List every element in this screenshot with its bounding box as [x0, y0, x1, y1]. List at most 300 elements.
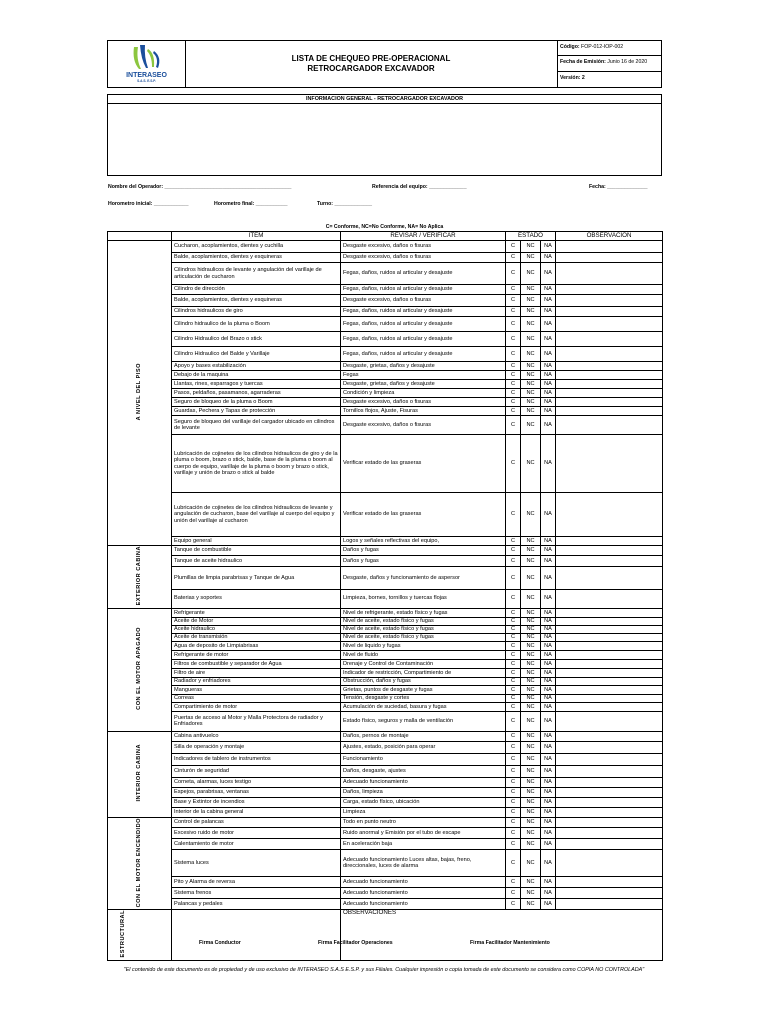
check-cell: Fegas [341, 371, 506, 380]
observation-cell[interactable] [556, 608, 663, 617]
check-cell: Verificar estado de las graseras [341, 435, 506, 493]
check-cell: Daños, limpieza [341, 787, 506, 797]
state-nc-cell[interactable]: NC [521, 263, 541, 285]
state-na-cell[interactable]: NA [541, 753, 556, 765]
state-na-cell[interactable]: NA [541, 253, 556, 263]
state-na-cell[interactable]: NA [541, 711, 556, 731]
check-cell: Desgaste excesivo, daños o fisuras [341, 241, 506, 253]
state-na-cell[interactable]: NA [541, 633, 556, 641]
check-cell: Todo en punto neutro [341, 817, 506, 827]
equipment-field[interactable]: Referencia del equipo: _____________ [372, 184, 467, 190]
check-cell: Fegas, daños, ruidos al articular y desajuste [341, 263, 506, 285]
check-cell: Limpieza [341, 807, 506, 817]
state-na-cell[interactable]: NA [541, 650, 556, 659]
state-nc-cell[interactable]: NC [521, 876, 541, 887]
item-cell: Sistema luces [172, 849, 341, 876]
check-cell: Acumulación de suciedad, basura y fugas [341, 702, 506, 711]
state-c-cell[interactable]: C [506, 362, 521, 371]
state-na-cell[interactable]: NA [541, 777, 556, 787]
check-cell: Indicador de restricción, Compartimiento de [341, 668, 506, 677]
state-c-cell[interactable]: C [506, 807, 521, 817]
item-cell: Lubricación de cojinetes de los cilindros hidraulicos de giro y de la pluma o boom, brazo o stick, balde, base de la pluma o boom al cuerpo de equipo, varillaje de la pluma o boom y brazo o stick, varillaje y unión de brazo o stick al balde [172, 435, 341, 493]
state-nc-cell[interactable]: NC [521, 317, 541, 332]
state-na-cell[interactable]: NA [541, 407, 556, 416]
code-row: Código: FOP-012-IOP-002 [558, 41, 662, 56]
state-c-cell[interactable]: C [506, 887, 521, 898]
observation-cell[interactable] [556, 827, 663, 838]
state-na-cell[interactable]: NA [541, 416, 556, 435]
state-na-cell[interactable]: NA [541, 641, 556, 650]
observation-cell[interactable] [556, 617, 663, 625]
check-cell: Condición y limpieza [341, 389, 506, 398]
state-na-cell[interactable]: NA [541, 685, 556, 694]
observation-cell[interactable] [556, 398, 663, 407]
state-c-cell[interactable]: C [506, 307, 521, 317]
state-na-cell[interactable]: NA [541, 741, 556, 753]
state-c-cell[interactable]: C [506, 849, 521, 876]
table-row [108, 407, 663, 416]
check-cell: Daños, desgaste, ajustes [341, 765, 506, 777]
table-row [108, 493, 663, 537]
header-item: ITEM [172, 232, 341, 241]
state-na-cell[interactable]: NA [541, 285, 556, 295]
state-c-cell[interactable]: C [506, 398, 521, 407]
state-nc-cell[interactable]: NC [521, 668, 541, 677]
interaseo-logo-icon [108, 41, 185, 87]
state-nc-cell[interactable]: NC [521, 817, 541, 827]
state-na-cell[interactable]: NA [541, 317, 556, 332]
table-row [108, 253, 663, 263]
state-nc-cell[interactable]: NC [521, 416, 541, 435]
observations-area[interactable]: OBSERVACIONES [341, 910, 663, 961]
state-na-cell[interactable]: NA [541, 625, 556, 633]
state-c-cell[interactable]: C [506, 741, 521, 753]
state-na-cell[interactable]: NA [541, 876, 556, 887]
item-cell: Llantas, rines, esparragos y tuercas [172, 380, 341, 389]
date-field[interactable]: Fecha: ______________ [589, 184, 648, 190]
item-cell: Cucharon, acoplamientos, dientes y cuchilla [172, 241, 341, 253]
state-nc-cell[interactable]: NC [521, 753, 541, 765]
observation-cell[interactable] [556, 371, 663, 380]
state-nc-cell[interactable]: NC [521, 617, 541, 625]
check-cell: Daños, pernos de montaje [341, 731, 506, 741]
state-nc-cell[interactable]: NC [521, 307, 541, 317]
state-nc-cell[interactable]: NC [521, 765, 541, 777]
item-cell: Balde, acoplamientos, dientes y esquineras [172, 295, 341, 307]
observation-cell[interactable] [556, 307, 663, 317]
section-label [108, 546, 172, 609]
observation-cell[interactable] [556, 263, 663, 285]
state-na-cell[interactable]: NA [541, 371, 556, 380]
operator-field[interactable]: Nombre del Operador: ____________________________________________ [108, 184, 292, 190]
state-nc-cell[interactable]: NC [521, 253, 541, 263]
observation-cell[interactable] [556, 677, 663, 685]
state-c-cell[interactable]: C [506, 332, 521, 347]
state-nc-cell[interactable]: NC [521, 285, 541, 295]
observation-cell[interactable] [556, 741, 663, 753]
state-c-cell[interactable]: C [506, 633, 521, 641]
state-na-cell[interactable]: NA [541, 817, 556, 827]
observation-cell[interactable] [556, 685, 663, 694]
state-nc-cell[interactable]: NC [521, 641, 541, 650]
state-nc-cell[interactable]: NC [521, 625, 541, 633]
observation-cell[interactable] [556, 241, 663, 253]
state-nc-cell[interactable]: NC [521, 677, 541, 685]
hour-end-field[interactable]: Horometro final: ___________ [214, 201, 288, 207]
item-cell: Filtros de combustible y separador de Agua [172, 659, 341, 668]
check-cell: Desgaste excesivo, daños o fisuras [341, 398, 506, 407]
check-cell: Grietas, puntos de desgaste y fugas [341, 685, 506, 694]
item-cell: Cilindro hidraulico de la pluma o Boom [172, 317, 341, 332]
table-row [108, 731, 663, 741]
state-nc-cell[interactable]: NC [521, 731, 541, 741]
svg-text:INTERASEO: INTERASEO [126, 72, 167, 79]
item-cell: Excesivo ruido de motor [172, 827, 341, 838]
state-c-cell[interactable]: C [506, 537, 521, 546]
state-c-cell[interactable]: C [506, 685, 521, 694]
state-na-cell[interactable]: NA [541, 849, 556, 876]
state-na-cell[interactable]: NA [541, 659, 556, 668]
state-nc-cell[interactable]: NC [521, 241, 541, 253]
item-cell: Equipo general [172, 537, 341, 546]
state-na-cell[interactable]: NA [541, 332, 556, 347]
state-nc-cell[interactable]: NC [521, 685, 541, 694]
observation-cell[interactable] [556, 435, 663, 493]
checklist-table [107, 231, 663, 961]
state-na-cell[interactable]: NA [541, 263, 556, 285]
state-na-cell[interactable]: NA [541, 694, 556, 702]
state-na-cell[interactable]: NA [541, 347, 556, 362]
state-c-cell[interactable]: C [506, 546, 521, 556]
observation-cell[interactable] [556, 731, 663, 741]
observation-cell[interactable] [556, 702, 663, 711]
check-cell: Desgaste, grietas, daños y desajuste [341, 380, 506, 389]
state-c-cell[interactable]: C [506, 731, 521, 741]
state-na-cell[interactable]: NA [541, 380, 556, 389]
item-cell: Aceite hidraulico [172, 625, 341, 633]
state-na-cell[interactable]: NA [541, 537, 556, 546]
state-nc-cell[interactable]: NC [521, 435, 541, 493]
state-na-cell[interactable]: NA [541, 838, 556, 849]
observation-cell[interactable] [556, 389, 663, 398]
table-row [108, 838, 663, 849]
state-na-cell[interactable]: NA [541, 765, 556, 777]
table-row [108, 668, 663, 677]
item-cell: Guardas, Pechera y Tapas de protección [172, 407, 341, 416]
observation-cell[interactable] [556, 317, 663, 332]
observation-cell[interactable] [556, 546, 663, 556]
state-na-cell[interactable]: NA [541, 617, 556, 625]
table-row [108, 295, 663, 307]
item-cell: Indicadores de tablero de instrumentos [172, 753, 341, 765]
check-cell: Fegas, daños, ruidos al articular y desajuste [341, 307, 506, 317]
state-nc-cell[interactable]: NC [521, 711, 541, 731]
observation-cell[interactable] [556, 659, 663, 668]
state-c-cell[interactable]: C [506, 787, 521, 797]
observation-cell[interactable] [556, 777, 663, 787]
state-nc-cell[interactable]: NC [521, 567, 541, 589]
state-na-cell[interactable]: NA [541, 556, 556, 567]
state-na-cell[interactable]: NA [541, 807, 556, 817]
check-cell: Fegas, daños, ruidos al articular y desajuste [341, 347, 506, 362]
state-na-cell[interactable]: NA [541, 295, 556, 307]
hour-start-field[interactable]: Horometro inicial: ____________ [108, 201, 189, 207]
document-title [185, 41, 558, 87]
state-c-cell[interactable]: C [506, 899, 521, 910]
state-nc-cell[interactable]: NC [521, 398, 541, 407]
table-row [108, 899, 663, 910]
section-label-text: CON EL MOTOR ENCENDIDO [136, 817, 143, 908]
observation-cell[interactable] [556, 633, 663, 641]
observation-cell[interactable] [556, 711, 663, 731]
state-na-cell[interactable]: NA [541, 827, 556, 838]
observation-cell[interactable] [556, 650, 663, 659]
state-c-cell[interactable]: C [506, 589, 521, 608]
state-c-cell[interactable]: C [506, 702, 521, 711]
state-c-cell[interactable]: C [506, 817, 521, 827]
state-nc-cell[interactable]: NC [521, 650, 541, 659]
state-nc-cell[interactable]: NC [521, 389, 541, 398]
state-nc-cell[interactable]: NC [521, 493, 541, 537]
state-nc-cell[interactable]: NC [521, 777, 541, 787]
state-na-cell[interactable]: NA [541, 389, 556, 398]
check-cell: Fegas, daños, ruidos al articular y desajuste [341, 332, 506, 347]
state-c-cell[interactable]: C [506, 765, 521, 777]
item-cell: Balde, acoplamientos, dientes y esquineras [172, 253, 341, 263]
table-row [108, 887, 663, 898]
observation-cell[interactable] [556, 765, 663, 777]
state-na-cell[interactable]: NA [541, 731, 556, 741]
state-nc-cell[interactable]: NC [521, 633, 541, 641]
state-c-cell[interactable]: C [506, 285, 521, 295]
state-nc-cell[interactable]: NC [521, 537, 541, 546]
state-na-cell[interactable]: NA [541, 887, 556, 898]
item-cell: Espejos, parabrisas, ventanas [172, 787, 341, 797]
check-cell: Tornillos flojos, Ajuste, Fisuras [341, 407, 506, 416]
state-nc-cell[interactable]: NC [521, 838, 541, 849]
state-c-cell[interactable]: C [506, 241, 521, 253]
observation-cell[interactable] [556, 899, 663, 910]
observation-cell[interactable] [556, 876, 663, 887]
state-nc-cell[interactable]: NC [521, 659, 541, 668]
state-c-cell[interactable]: C [506, 753, 521, 765]
state-nc-cell[interactable]: NC [521, 887, 541, 898]
state-c-cell[interactable]: C [506, 407, 521, 416]
item-cell: Agua de deposito de Limpiabrisas [172, 641, 341, 650]
state-c-cell[interactable]: C [506, 777, 521, 787]
item-cell: Aceite de transmisión [172, 633, 341, 641]
state-c-cell[interactable]: C [506, 876, 521, 887]
state-na-cell[interactable]: NA [541, 787, 556, 797]
observation-cell[interactable] [556, 332, 663, 347]
check-cell: Desgaste excesivo, daños o fisuras [341, 295, 506, 307]
state-na-cell[interactable]: NA [541, 608, 556, 617]
observation-cell[interactable] [556, 380, 663, 389]
observation-cell[interactable] [556, 849, 663, 876]
state-nc-cell[interactable]: NC [521, 807, 541, 817]
observation-cell[interactable] [556, 589, 663, 608]
observation-cell[interactable] [556, 253, 663, 263]
state-c-cell[interactable]: C [506, 347, 521, 362]
state-c-cell[interactable]: C [506, 650, 521, 659]
observation-cell[interactable] [556, 416, 663, 435]
state-na-cell[interactable]: NA [541, 797, 556, 807]
state-na-cell[interactable]: NA [541, 702, 556, 711]
state-na-cell[interactable]: NA [541, 589, 556, 608]
check-cell: Desgaste excesivo, daños o fisuras [341, 416, 506, 435]
item-cell: Cabina antivuelco [172, 731, 341, 741]
state-na-cell[interactable]: NA [541, 398, 556, 407]
check-cell: En aceleración baja [341, 838, 506, 849]
state-na-cell[interactable]: NA [541, 493, 556, 537]
state-nc-cell[interactable]: NC [521, 702, 541, 711]
state-c-cell[interactable]: C [506, 317, 521, 332]
table-row [108, 641, 663, 650]
state-na-cell[interactable]: NA [541, 307, 556, 317]
state-c-cell[interactable]: C [506, 435, 521, 493]
state-c-cell[interactable]: C [506, 556, 521, 567]
item-cell: Compartimiento de motor [172, 702, 341, 711]
table-row [108, 625, 663, 633]
observation-cell[interactable] [556, 753, 663, 765]
observation-cell[interactable] [556, 641, 663, 650]
observation-cell[interactable] [556, 362, 663, 371]
header-observation: OBSERVACION [556, 232, 663, 241]
item-cell: Control de palancas [172, 817, 341, 827]
state-nc-cell[interactable]: NC [521, 380, 541, 389]
check-cell: Nivel de liquido y fugas [341, 641, 506, 650]
state-c-cell[interactable]: C [506, 641, 521, 650]
state-nc-cell[interactable]: NC [521, 546, 541, 556]
state-c-cell[interactable]: C [506, 625, 521, 633]
observation-cell[interactable] [556, 567, 663, 589]
state-nc-cell[interactable]: NC [521, 589, 541, 608]
state-c-cell[interactable]: C [506, 838, 521, 849]
observation-cell[interactable] [556, 807, 663, 817]
item-cell: Correas [172, 694, 341, 702]
state-nc-cell[interactable]: NC [521, 741, 541, 753]
table-row [108, 659, 663, 668]
item-cell: Cilindros hidraulicos de levante y angulación del varillaje de articulación de cucharon [172, 263, 341, 285]
table-row [108, 741, 663, 753]
state-na-cell[interactable]: NA [541, 899, 556, 910]
state-c-cell[interactable]: C [506, 371, 521, 380]
state-nc-cell[interactable]: NC [521, 608, 541, 617]
check-cell: Drenaje y Control de Contaminación [341, 659, 506, 668]
observation-cell[interactable] [556, 797, 663, 807]
footer-note: "El contenido de este documento es de propiedad y de uso exclusivo de INTERASEO S.A.S E.S.P. y sus Filiales. Cualquier impresión o copia tomada de este documento se considera como COPIA NO CONTROLADA" [123, 967, 645, 973]
state-nc-cell[interactable]: NC [521, 827, 541, 838]
section-label-text: INTERIOR CABINA [136, 744, 143, 802]
observation-cell[interactable] [556, 817, 663, 827]
table-row [108, 702, 663, 711]
item-cell: Cilindros hidraulicos de giro [172, 307, 341, 317]
state-c-cell[interactable]: C [506, 677, 521, 685]
observation-cell[interactable] [556, 625, 663, 633]
state-nc-cell[interactable]: NC [521, 362, 541, 371]
state-nc-cell[interactable]: NC [521, 849, 541, 876]
table-row [108, 711, 663, 731]
state-nc-cell[interactable]: NC [521, 797, 541, 807]
state-nc-cell[interactable]: NC [521, 332, 541, 347]
item-cell: Debajo de la maquina [172, 371, 341, 380]
observation-cell[interactable] [556, 285, 663, 295]
check-cell: Obstrucción, daños y fugas [341, 677, 506, 685]
table-row [108, 827, 663, 838]
observation-cell[interactable] [556, 787, 663, 797]
table-row [108, 589, 663, 608]
item-cell: Seguro de bloqueo del varillaje del cargador ubicado en cilindros de levante [172, 416, 341, 435]
state-nc-cell[interactable]: NC [521, 899, 541, 910]
table-row [108, 389, 663, 398]
state-na-cell[interactable]: NA [541, 567, 556, 589]
observation-cell[interactable] [556, 295, 663, 307]
item-cell: Corneta, alarmas, luces testigo [172, 777, 341, 787]
observation-cell[interactable] [556, 838, 663, 849]
state-c-cell[interactable]: C [506, 694, 521, 702]
observation-cell[interactable] [556, 694, 663, 702]
observation-cell[interactable] [556, 668, 663, 677]
state-c-cell[interactable]: C [506, 668, 521, 677]
table-row [108, 285, 663, 295]
state-nc-cell[interactable]: NC [521, 371, 541, 380]
state-nc-cell[interactable]: NC [521, 407, 541, 416]
state-na-cell[interactable]: NA [541, 362, 556, 371]
version-row: Versión: 2 [560, 74, 585, 81]
state-nc-cell[interactable]: NC [521, 295, 541, 307]
observation-cell[interactable] [556, 537, 663, 546]
state-na-cell[interactable]: NA [541, 677, 556, 685]
observation-cell[interactable] [556, 556, 663, 567]
state-c-cell[interactable]: C [506, 493, 521, 537]
state-nc-cell[interactable]: NC [521, 694, 541, 702]
state-na-cell[interactable]: NA [541, 435, 556, 493]
state-c-cell[interactable]: C [506, 416, 521, 435]
state-c-cell[interactable]: C [506, 567, 521, 589]
section-label-text: EXTERIOR CABINA [136, 546, 143, 606]
state-c-cell[interactable]: C [506, 711, 521, 731]
state-na-cell[interactable]: NA [541, 241, 556, 253]
table-row [108, 765, 663, 777]
table-row [108, 307, 663, 317]
observation-cell[interactable] [556, 493, 663, 537]
state-c-cell[interactable]: C [506, 263, 521, 285]
shift-field[interactable]: Turno: _____________ [317, 201, 372, 207]
state-c-cell[interactable]: C [506, 389, 521, 398]
state-na-cell[interactable]: NA [541, 668, 556, 677]
table-row [108, 556, 663, 567]
observation-cell[interactable] [556, 347, 663, 362]
state-c-cell[interactable]: C [506, 659, 521, 668]
table-row [108, 546, 663, 556]
state-c-cell[interactable]: C [506, 295, 521, 307]
check-cell: Fegas, daños, ruidos al articular y desajuste [341, 317, 506, 332]
state-c-cell[interactable]: C [506, 827, 521, 838]
state-nc-cell[interactable]: NC [521, 347, 541, 362]
observation-cell[interactable] [556, 407, 663, 416]
check-cell: Desgaste excesivo, daños o fisuras [341, 253, 506, 263]
state-c-cell[interactable]: C [506, 608, 521, 617]
state-nc-cell[interactable]: NC [521, 556, 541, 567]
state-nc-cell[interactable]: NC [521, 787, 541, 797]
state-na-cell[interactable]: NA [541, 546, 556, 556]
svg-text:S.A.S. E.S.P.: S.A.S. E.S.P. [137, 79, 156, 83]
state-c-cell[interactable]: C [506, 380, 521, 389]
observation-cell[interactable] [556, 887, 663, 898]
state-c-cell[interactable]: C [506, 253, 521, 263]
state-c-cell[interactable]: C [506, 797, 521, 807]
state-c-cell[interactable]: C [506, 617, 521, 625]
